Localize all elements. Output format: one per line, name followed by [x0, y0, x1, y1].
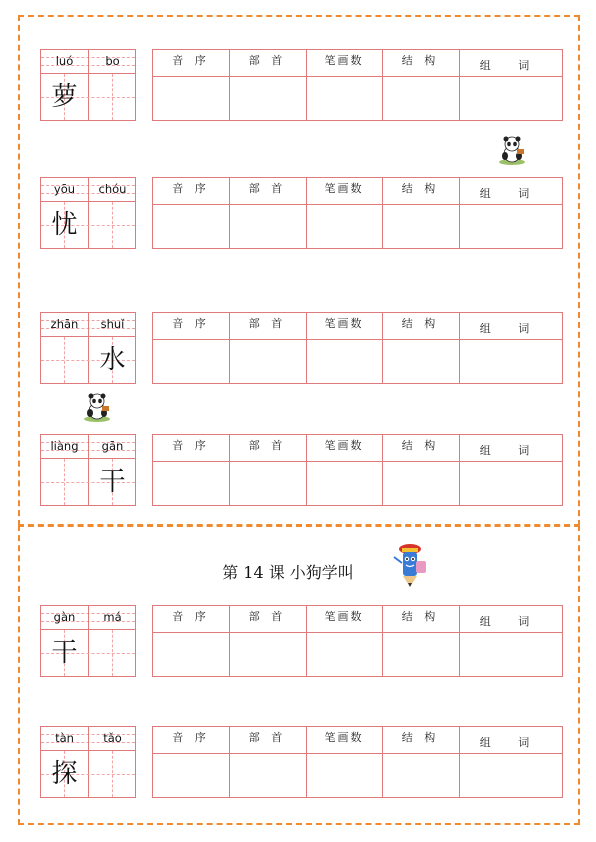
character-info-table [152, 605, 563, 677]
hanzi-right[interactable] [89, 202, 136, 248]
header-zuci: 组 词 [479, 187, 542, 200]
pinyin-left: luó [55, 54, 74, 68]
header-bihuashu: 笔画数 [324, 731, 364, 744]
header-zuci: 组 词 [479, 322, 542, 335]
header-yinxu: 音 序 [172, 439, 210, 452]
header-jiegou: 结 构 [401, 610, 440, 623]
character-info-table [152, 434, 563, 506]
tian-zi-grid [40, 434, 136, 506]
hanzi-right[interactable] [89, 751, 136, 797]
pencil-mascot-icon [388, 543, 430, 589]
pinyin-right: gān [101, 439, 124, 453]
panda-icon [497, 134, 527, 166]
header-zuci: 组 词 [479, 736, 542, 749]
header-jiegou: 结 构 [401, 317, 440, 330]
hanzi-left[interactable]: 探 [51, 759, 78, 789]
pinyin-right: bo [105, 54, 120, 68]
hanzi-left[interactable]: 忧 [51, 210, 78, 240]
header-bushou: 部 首 [248, 610, 287, 623]
hanzi-left[interactable] [41, 337, 88, 383]
tian-zi-grid [40, 49, 136, 121]
header-jiegou: 结 构 [401, 439, 440, 452]
hanzi-left[interactable]: 萝 [51, 82, 78, 112]
header-bihuashu: 笔画数 [324, 182, 364, 195]
pinyin-right: má [103, 610, 122, 624]
header-jiegou: 结 构 [401, 731, 440, 744]
header-bihuashu: 笔画数 [324, 610, 364, 623]
header-bushou: 部 首 [248, 54, 287, 67]
pinyin-left: gàn [53, 610, 76, 624]
header-zuci: 组 词 [479, 615, 542, 628]
header-bihuashu: 笔画数 [324, 439, 364, 452]
lesson-title: 第 14 课 小狗学叫 [222, 563, 354, 582]
character-info-table [152, 49, 563, 121]
header-yinxu: 音 序 [172, 182, 210, 195]
header-bihuashu: 笔画数 [324, 54, 364, 67]
pinyin-left: liàng [50, 439, 79, 453]
pinyin-left: zhān [50, 317, 79, 331]
tian-zi-grid [40, 312, 136, 384]
header-jiegou: 结 构 [401, 54, 440, 67]
header-bushou: 部 首 [248, 439, 287, 452]
header-yinxu: 音 序 [172, 610, 210, 623]
tian-zi-grid [40, 726, 136, 798]
hanzi-left[interactable]: 干 [51, 638, 78, 668]
panda-icon [82, 391, 112, 423]
header-bushou: 部 首 [248, 317, 287, 330]
header-bushou: 部 首 [248, 731, 287, 744]
character-info-table [152, 726, 563, 798]
pinyin-right: shuǐ [100, 317, 125, 331]
header-yinxu: 音 序 [172, 317, 210, 330]
header-jiegou: 结 构 [401, 182, 440, 195]
header-bushou: 部 首 [248, 182, 287, 195]
hanzi-right[interactable]: 水 [99, 345, 126, 375]
hanzi-right[interactable] [89, 630, 136, 676]
pinyin-right: tǎo [103, 731, 122, 745]
header-zuci: 组 词 [479, 444, 542, 457]
character-info-table [152, 312, 563, 384]
hanzi-right[interactable]: 干 [99, 467, 126, 497]
pinyin-right: chóu [98, 182, 127, 196]
tian-zi-grid [40, 605, 136, 677]
hanzi-right[interactable] [89, 74, 136, 120]
pinyin-left: yōu [53, 182, 76, 196]
header-zuci: 组 词 [479, 59, 542, 72]
character-info-table [152, 177, 563, 249]
hanzi-left[interactable] [41, 459, 88, 505]
header-yinxu: 音 序 [172, 731, 210, 744]
header-bihuashu: 笔画数 [324, 317, 364, 330]
pinyin-left: tàn [55, 731, 74, 745]
header-yinxu: 音 序 [172, 54, 210, 67]
tian-zi-grid [40, 177, 136, 249]
